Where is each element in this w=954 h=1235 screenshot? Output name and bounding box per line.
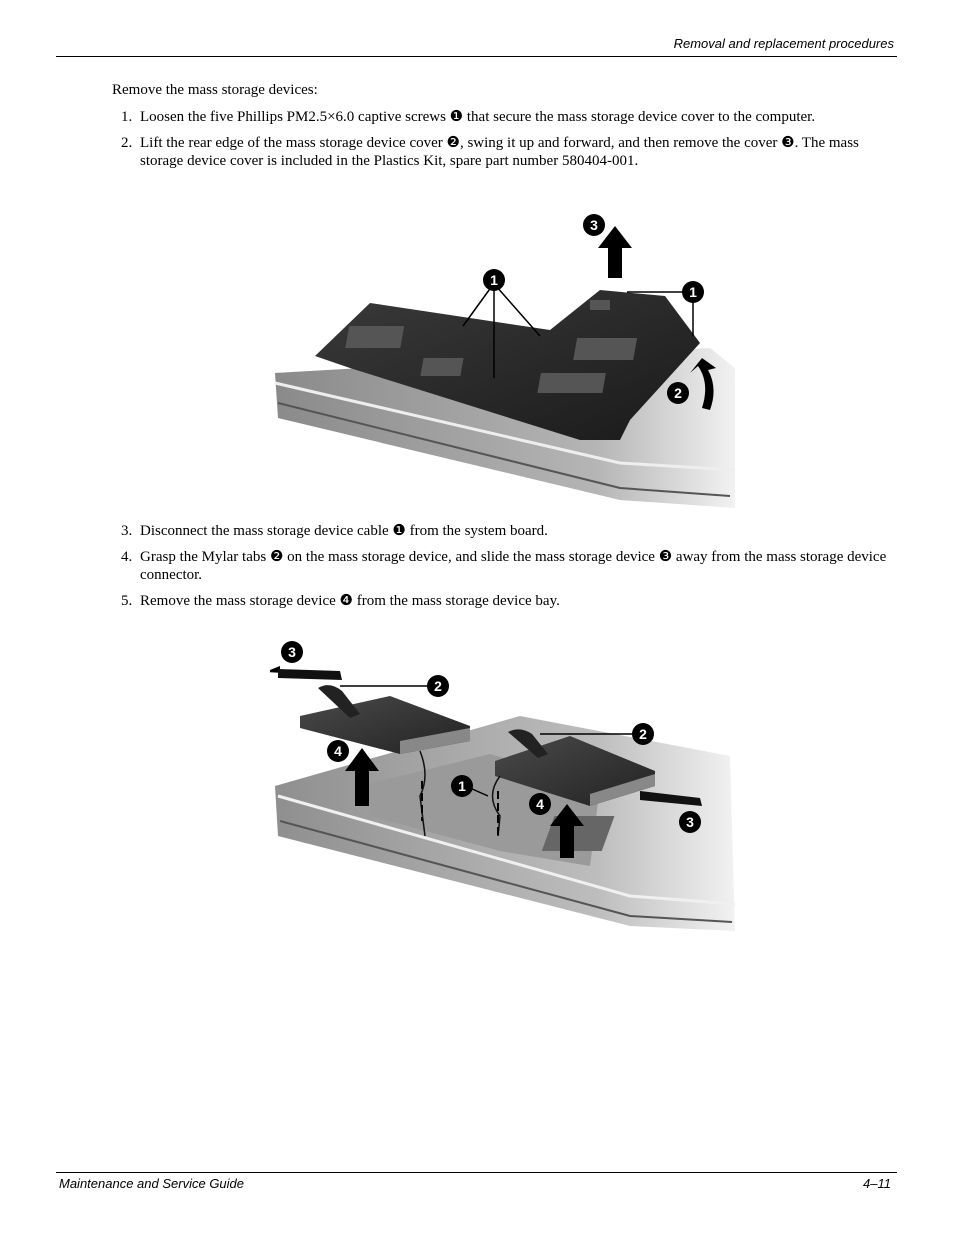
step-number: 4. [121, 549, 133, 565]
callout-1 [682, 281, 704, 303]
step-text: Grasp the Mylar tabs ❷ on the mass storage device, and slide the mass storage device ❸ away from the mass storage device connector. [140, 549, 887, 583]
step-text: Remove the mass storage device ❹ from the mass storage device bay. [140, 593, 560, 609]
callout-1 [451, 775, 473, 797]
callout-3 [679, 811, 701, 833]
svg-text:3: 3 [288, 644, 296, 660]
callout-2 [427, 675, 449, 697]
steps-list-b [121, 522, 900, 618]
running-header [56, 36, 897, 57]
svg-text:3: 3 [686, 814, 694, 830]
step-number: 3. [121, 523, 133, 539]
step-text: Loosen the five Phillips PM2.5×6.0 captive screws ❶ that secure the mass storage device cover to the computer. [140, 109, 816, 125]
footer-guide-title: Maintenance and Service Guide [59, 1176, 245, 1191]
svg-text:3: 3 [590, 217, 598, 233]
header-title: Removal and replacement procedures [673, 36, 894, 51]
page-number: 4–11 [863, 1176, 891, 1191]
callout-3 [281, 641, 303, 663]
step-number: 5. [121, 593, 133, 609]
step-text: Disconnect the mass storage device cable ❶ from the system board. [140, 523, 548, 539]
list-item [121, 522, 900, 540]
svg-text:1: 1 [490, 272, 498, 288]
list-item [121, 548, 900, 584]
list-item [121, 108, 900, 126]
drive-removal-illustration [270, 636, 740, 931]
page-footer [56, 1172, 897, 1191]
step-number: 1. [121, 109, 133, 125]
list-item [121, 134, 900, 170]
cover-removal-illustration [270, 208, 740, 508]
callout-1 [483, 269, 505, 291]
intro-text: Remove the mass storage devices: [112, 82, 318, 98]
step-number: 2. [121, 135, 133, 151]
slide-arrow-left [278, 669, 342, 680]
list-item [121, 592, 900, 610]
steps-list-a [121, 108, 900, 178]
callout-4 [529, 793, 551, 815]
svg-text:1: 1 [458, 778, 466, 794]
svg-text:4: 4 [536, 796, 544, 812]
lift-arrow-up [598, 226, 632, 278]
svg-text:1: 1 [689, 284, 697, 300]
callout-2 [632, 723, 654, 745]
svg-text:2: 2 [639, 726, 647, 742]
callout-2 [667, 382, 689, 404]
callout-3 [583, 214, 605, 236]
svg-text:4: 4 [334, 743, 342, 759]
callout-4 [327, 740, 349, 762]
svg-text:2: 2 [434, 678, 442, 694]
step-text: Lift the rear edge of the mass storage device cover ❷, swing it up and forward, and then remove the cover ❸. The mass storage device cover is included in the Plastics Kit, spare part number 580404-001. [140, 135, 859, 169]
svg-text:2: 2 [674, 385, 682, 401]
